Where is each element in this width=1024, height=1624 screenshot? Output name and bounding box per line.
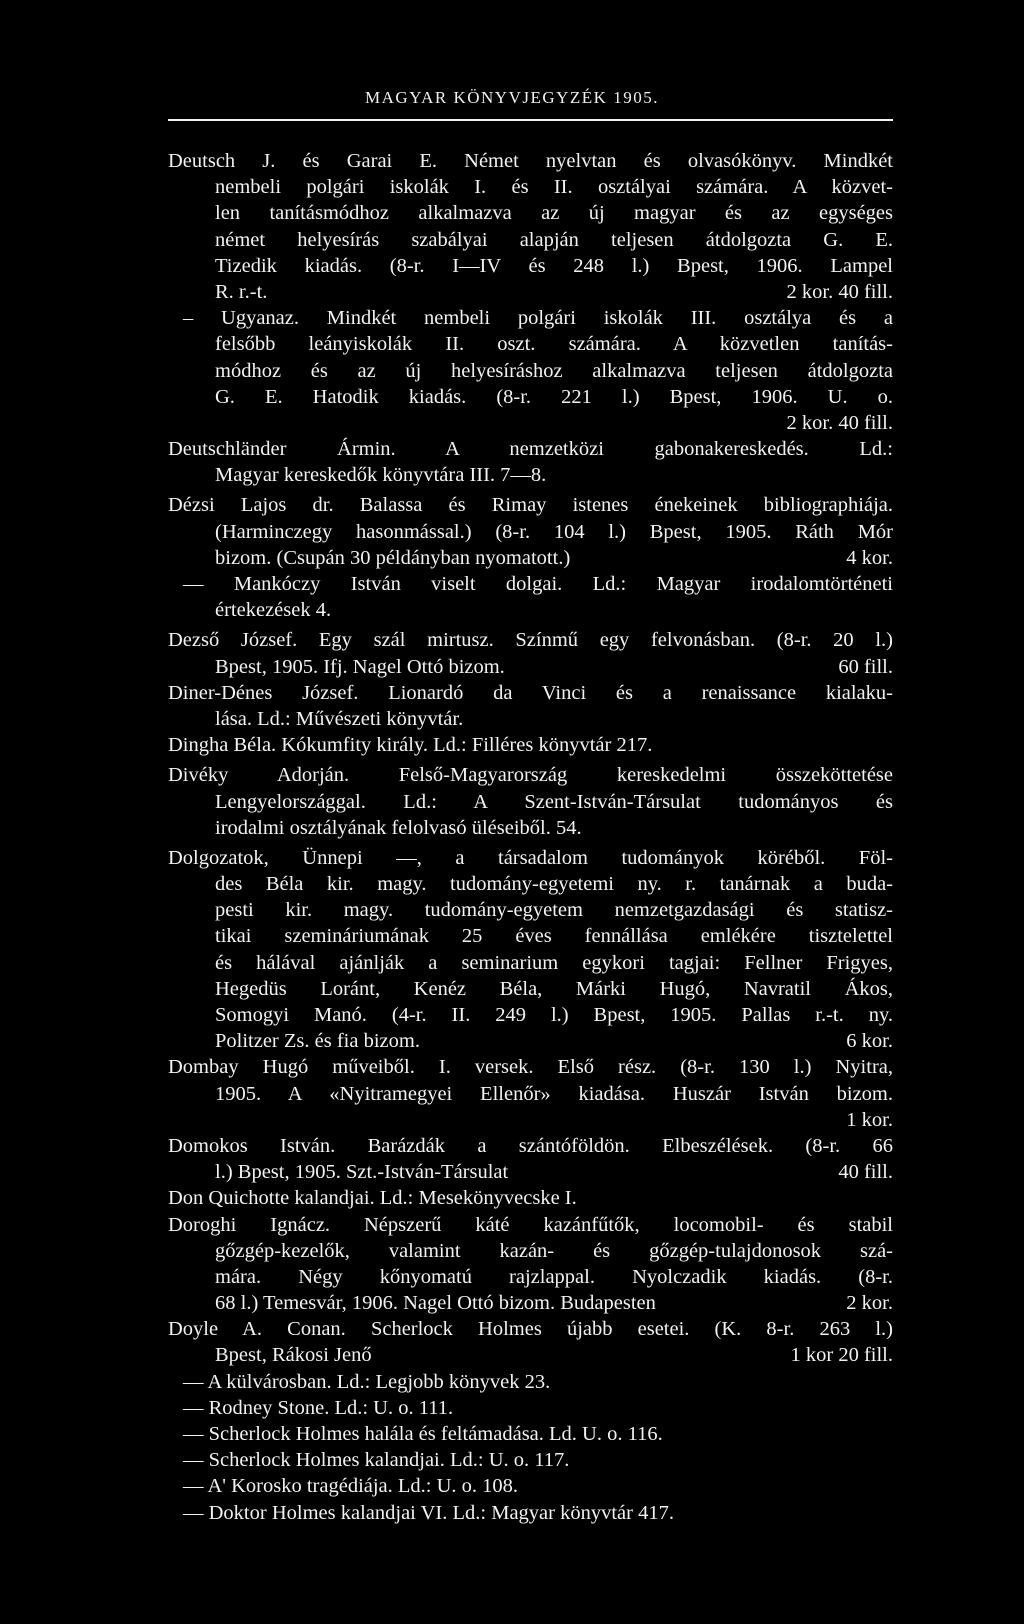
price: 2 kor. 40 fill.: [786, 280, 893, 303]
entry-line: nembeli polgári iskolák I. és II. osztályai számára. A közvet-: [215, 176, 893, 199]
entry-line: Bpest, Rákosi Jenő 1 kor 20 fill.: [168, 1342, 893, 1368]
entry-line: — Mankóczy István viselt dolgai. Ld.: Magyar irodalomtörténeti: [183, 573, 893, 595]
entry-line: Domokos István. Barázdák a szántóföldön. Elbeszélések. (8-r. 66: [168, 1134, 893, 1157]
entry-line: Magyar kereskedők könyvtára III. 7—8.: [215, 464, 547, 487]
entry-line: Hegedüs Loránt, Kenéz Béla, Márki Hugó, Navratil Ákos,: [215, 977, 893, 1000]
entry-line: irodalmi osztályának felolvasó üléseiből. 54.: [215, 816, 582, 839]
entry-line: tikai szemináriumának 25 éves fennállása emlékére tisztelettel: [215, 925, 893, 948]
entry-line: mára. Négy kőnyomatú rajzlappal. Nyolczadik kiadás. (8-r.: [215, 1265, 893, 1288]
header-rule: [168, 119, 893, 121]
entry-line: német helyesírás szabályai alapján teljesen átdolgozta G. E.: [215, 228, 893, 251]
price: 1 kor 20 fill.: [790, 1344, 893, 1367]
entry-line: (Harminczegy hasonmással.) (8-r. 104 l.) Bpest, 1905. Ráth Mór: [215, 520, 893, 543]
price: 6 kor.: [846, 1030, 893, 1053]
entry-line: — Scherlock Holmes halála és feltámadása. Ld. U. o. 116.: [183, 1423, 663, 1445]
entry-line: Divéky Adorján. Felső-Magyarország kereskedelmi összeköttetése: [168, 764, 893, 787]
entry-line: Lengyelországgal. Ld.: A Szent-István-Társulat tudományos és: [215, 790, 893, 813]
entry-line: Dézsi Lajos dr. Balassa és Rimay istenes énekeinek bibliographiája.: [168, 494, 893, 517]
price: 4 kor.: [846, 546, 893, 569]
entry-line: 68 l.) Temesvár, 1906. Nagel Ottó bizom. Budapesten 2 kor.: [168, 1290, 893, 1316]
entry-line: — A' Korosko tragédiája. Ld.: U. o. 108.: [183, 1475, 519, 1498]
entry-line: Somogyi Manó. (4-r. II. 249 l.) Bpest, 1905. Pallas r.-t. ny.: [215, 1004, 893, 1026]
catalog-entries: [168, 148, 893, 1526]
entry-line: felsőbb leányiskolák II. oszt. számára. A közvetlen tanítás-: [215, 333, 893, 356]
entry-line: gőzgép-kezelők, valamint kazán- és gőzgép-tulajdonosok szá-: [215, 1239, 893, 1262]
price: 1 kor.: [846, 1108, 893, 1131]
entry-line: Diner-Dénes József. Lionardó da Vinci és a renaissance kialaku-: [168, 681, 893, 704]
entry-line: des Béla kir. magy. tudomány-egyetemi ny. r. tanárnak a buda-: [215, 873, 893, 896]
entry-line: [168, 410, 893, 436]
entry-line: 1905. A «Nyitramegyei Ellenőr» kiadása. Huszár István bizom.: [215, 1082, 893, 1105]
entry-line: Doroghi Ignácz. Népszerű káté kazánfűtők, locomobil- és stabil: [168, 1213, 893, 1236]
running-header: MAGYAR KÖNYVJEGYZÉK 1905.: [365, 88, 659, 107]
entry-line: G. E. Hatodik kiadás. (8-r. 221 l.) Bpest, 1906. U. o.: [215, 385, 893, 408]
entry-line: értekezések 4.: [215, 599, 332, 622]
entry-line: lása. Ld.: Művészeti könyvtár.: [215, 707, 464, 730]
entry-line: módhoz és az új helyesíráshoz alkalmazva teljesen átdolgozta: [215, 359, 893, 382]
price: 2 kor.: [846, 1292, 893, 1315]
entry-line: R. r.-t. 2 kor. 40 fill.: [168, 279, 893, 305]
entry-line: Dezső József. Egy szál mirtusz. Színmű egy felvonásban. (8-r. 20 l.): [168, 629, 893, 652]
price: 2 kor. 40 fill.: [786, 411, 893, 434]
entry-line: – Ugyanaz. Mindkét nembeli polgári iskolák III. osztálya és a: [183, 307, 893, 330]
entry-line: Bpest, 1905. Ifj. Nagel Ottó bizom. 60 fill.: [168, 654, 893, 680]
entry-line: Dombay Hugó műveiből. I. versek. Első rész. (8-r. 130 l.) Nyitra,: [168, 1056, 893, 1079]
entry-line: — A külvárosban. Ld.: Legjobb könyvek 23.: [183, 1370, 551, 1393]
price: 60 fill.: [838, 655, 893, 678]
entry-line: l.) Bpest, 1905. Szt.-István-Társulat 40 fill.: [168, 1159, 893, 1185]
entry-line: Deutschländer Ármin. A nemzetközi gabonakereskedés. Ld.:: [168, 438, 893, 461]
entry-line: [168, 1107, 893, 1133]
entry-line: bizom. (Csupán 30 példányban nyomatott.) 4 kor.: [168, 545, 893, 571]
entry-line: — Rodney Stone. Ld.: U. o. 111.: [183, 1396, 454, 1419]
entry-line: Doyle A. Conan. Scherlock Holmes újabb esetei. (K. 8-r. 263 l.): [168, 1318, 893, 1341]
entry-line: len tanításmódhoz alkalmazva az új magyar és az egységes: [215, 202, 893, 225]
price: 40 fill.: [838, 1161, 893, 1184]
entry-line: és hálával ajánlják a seminarium egykori tagjai: Fellner Frigyes,: [215, 951, 893, 974]
entry-line: Don Quichotte kalandjai. Ld.: Mesekönyvecske I.: [168, 1187, 577, 1210]
entry-line: Dingha Béla. Kókumfity király. Ld.: Filléres könyvtár 217.: [168, 734, 653, 757]
entry-line: pesti kir. magy. tudomány-egyetem nemzetgazdasági és statisz-: [215, 899, 893, 922]
entry-line: — Scherlock Holmes kalandjai. Ld.: U. o. 117.: [183, 1449, 570, 1472]
entry-line: Dolgozatok, Ünnepi —, a társadalom tudományok köréből. Föl-: [168, 846, 893, 869]
entry-line: Deutsch J. és Garai E. Német nyelvtan és olvasókönyv. Mindkét: [168, 150, 893, 172]
entry-line: — Doktor Holmes kalandjai VI. Ld.: Magyar könyvtár 417.: [183, 1501, 674, 1524]
entry-line: Tizedik kiadás. (8-r. I—IV és 248 l.) Bpest, 1906. Lampel: [215, 254, 893, 277]
entry-line: Politzer Zs. és fia bizom. 6 kor.: [168, 1028, 893, 1054]
